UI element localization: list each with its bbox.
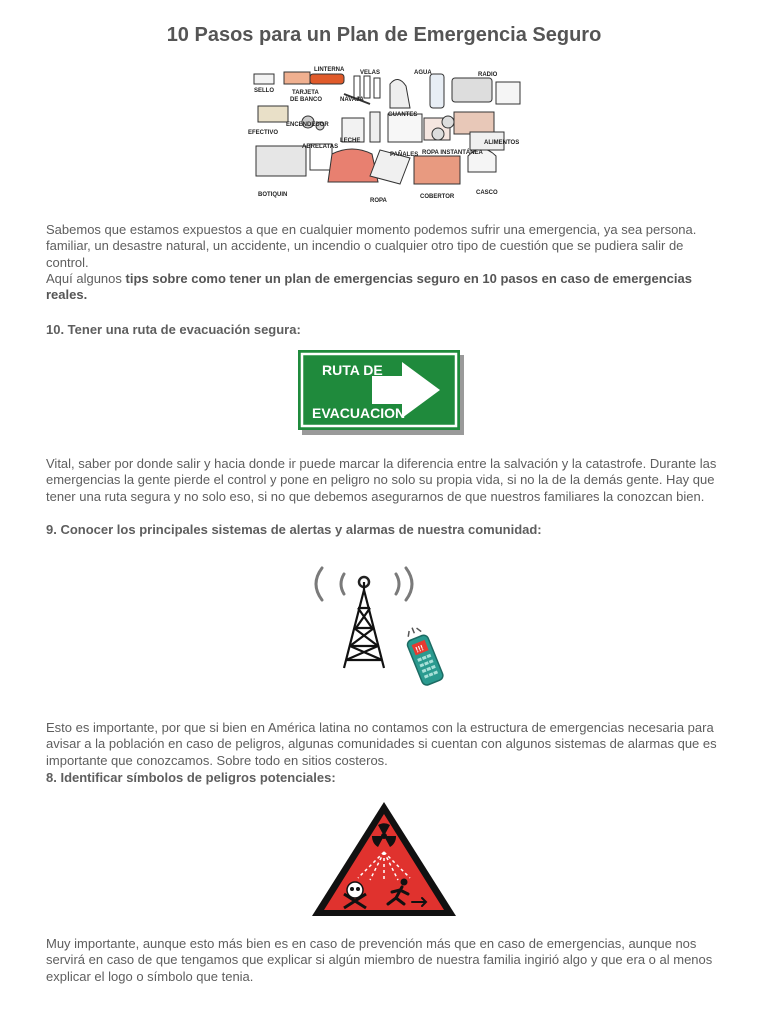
step-8-paragraph: [46, 936, 722, 985]
step-10-line-2: emergencias la gente pierde el control y pone en peligro no solo su propia vida, si no la de la demás gente. Hay que: [46, 472, 715, 488]
intro-line-3: control.: [46, 254, 89, 270]
label-encendedor: ENCENDEDOR: [286, 122, 329, 128]
intro-line-5-bold: reales.: [46, 287, 88, 303]
step-9-heading: 9. Conocer los principales sistemas de alertas y alarmas de nuestra comunidad:: [46, 522, 542, 537]
label-agua: AGUA: [414, 70, 432, 76]
intro-line-4: Aquí algunos: [46, 270, 126, 286]
antenna-alert-illustration: [306, 560, 456, 700]
label-panales: PAÑALES: [390, 152, 419, 158]
step-9-line-3: importante que conozcamos. Sobre todo en sitios costeros.: [46, 752, 388, 768]
label-velas: VELAS: [360, 70, 381, 76]
intro-line-2: familiar, un desastre natural, un accidente, un incendio o cualquier otro tipo de cuestión que se pudiera salir de: [46, 238, 684, 254]
svg-text:!!!: !!!: [414, 643, 425, 655]
hazard-warning-sign: [308, 798, 460, 920]
intro-line-1: Sabemos que estamos expuestos a que en cualquier momento podemos sufrir una emergencia, ya sea persona.: [46, 222, 697, 237]
step-10-line-3: tener una ruta segura y no solo eso, si no que debemos asegurarnos de que nuestros familiares la conozcan bien.: [46, 488, 705, 504]
label-efectivo: EFECTIVO: [248, 130, 279, 136]
sign-line-2: EVACUACION: [312, 405, 406, 421]
intro-paragraph: [46, 222, 722, 303]
mobile-phone-icon: [402, 624, 444, 687]
label-casco: CASCO: [476, 190, 498, 196]
sign-line-1: RUTA DE: [322, 362, 383, 378]
emergency-kit-illustration: [248, 64, 526, 204]
step-9-line-1: Esto es importante, por que si bien en América latina no contamos con la estructura de emergencias necesaria para: [46, 720, 714, 735]
step-10-line-1: Vital, saber por donde salir y hacia donde ir puede marcar la diferencia entre la salvación y la catastrofe. Durante las: [46, 456, 717, 471]
step-9-line-2: avisar a la población en caso de peligros, algunas comunidades si cuentan con algunos sistemas de alarmas que es: [46, 736, 717, 752]
label-navaja: NAVAJA: [340, 97, 364, 103]
step-8-line-1: Muy importante, aunque esto más bien es en caso de prevención más que en caso de emergencias, aunque nos: [46, 936, 697, 951]
label-abrelatas: ABRELATAS: [302, 144, 339, 150]
label-ropa-instantanea: ROPA INSTANTÁNEA: [422, 150, 483, 156]
step-8-line-3: explicar el logo o símbolo que tenia.: [46, 968, 254, 984]
step-10-heading: 10. Tener una ruta de evacuación segura:: [46, 322, 301, 337]
label-leche: LECHE: [340, 138, 361, 144]
label-radio: RADIO: [478, 72, 498, 78]
label-alimentos: ALIMENTOS: [484, 140, 520, 146]
intro-line-4-bold: tips sobre como tener un plan de emergencias seguro en 10 pasos en caso de emergencias: [125, 270, 692, 286]
label-ropa: ROPA: [370, 198, 387, 204]
label-guantes: GUANTES: [388, 112, 418, 118]
label-de-banco: DE BANCO: [290, 97, 323, 103]
label-tarjeta: TARJETA: [292, 90, 319, 96]
step-10-paragraph: [46, 456, 722, 505]
step-8-line-2: servirá en caso de que tengamos que explicar si algún miembro de nuestra familia ingirió algo y que era o al menos: [46, 952, 713, 968]
evacuation-route-sign: [298, 350, 468, 436]
page-title: 10 Pasos para un Plan de Emergencia Seguro: [166, 24, 602, 46]
label-linterna: LINTERNA: [314, 67, 345, 73]
step-8-heading: 8. Identificar símbolos de peligros potenciales:: [46, 770, 336, 785]
step-9-paragraph: [46, 720, 722, 769]
label-sello: SELLO: [254, 88, 275, 94]
label-cobertor: COBERTOR: [420, 194, 455, 200]
label-botiquin: BOTIQUIN: [258, 192, 288, 198]
